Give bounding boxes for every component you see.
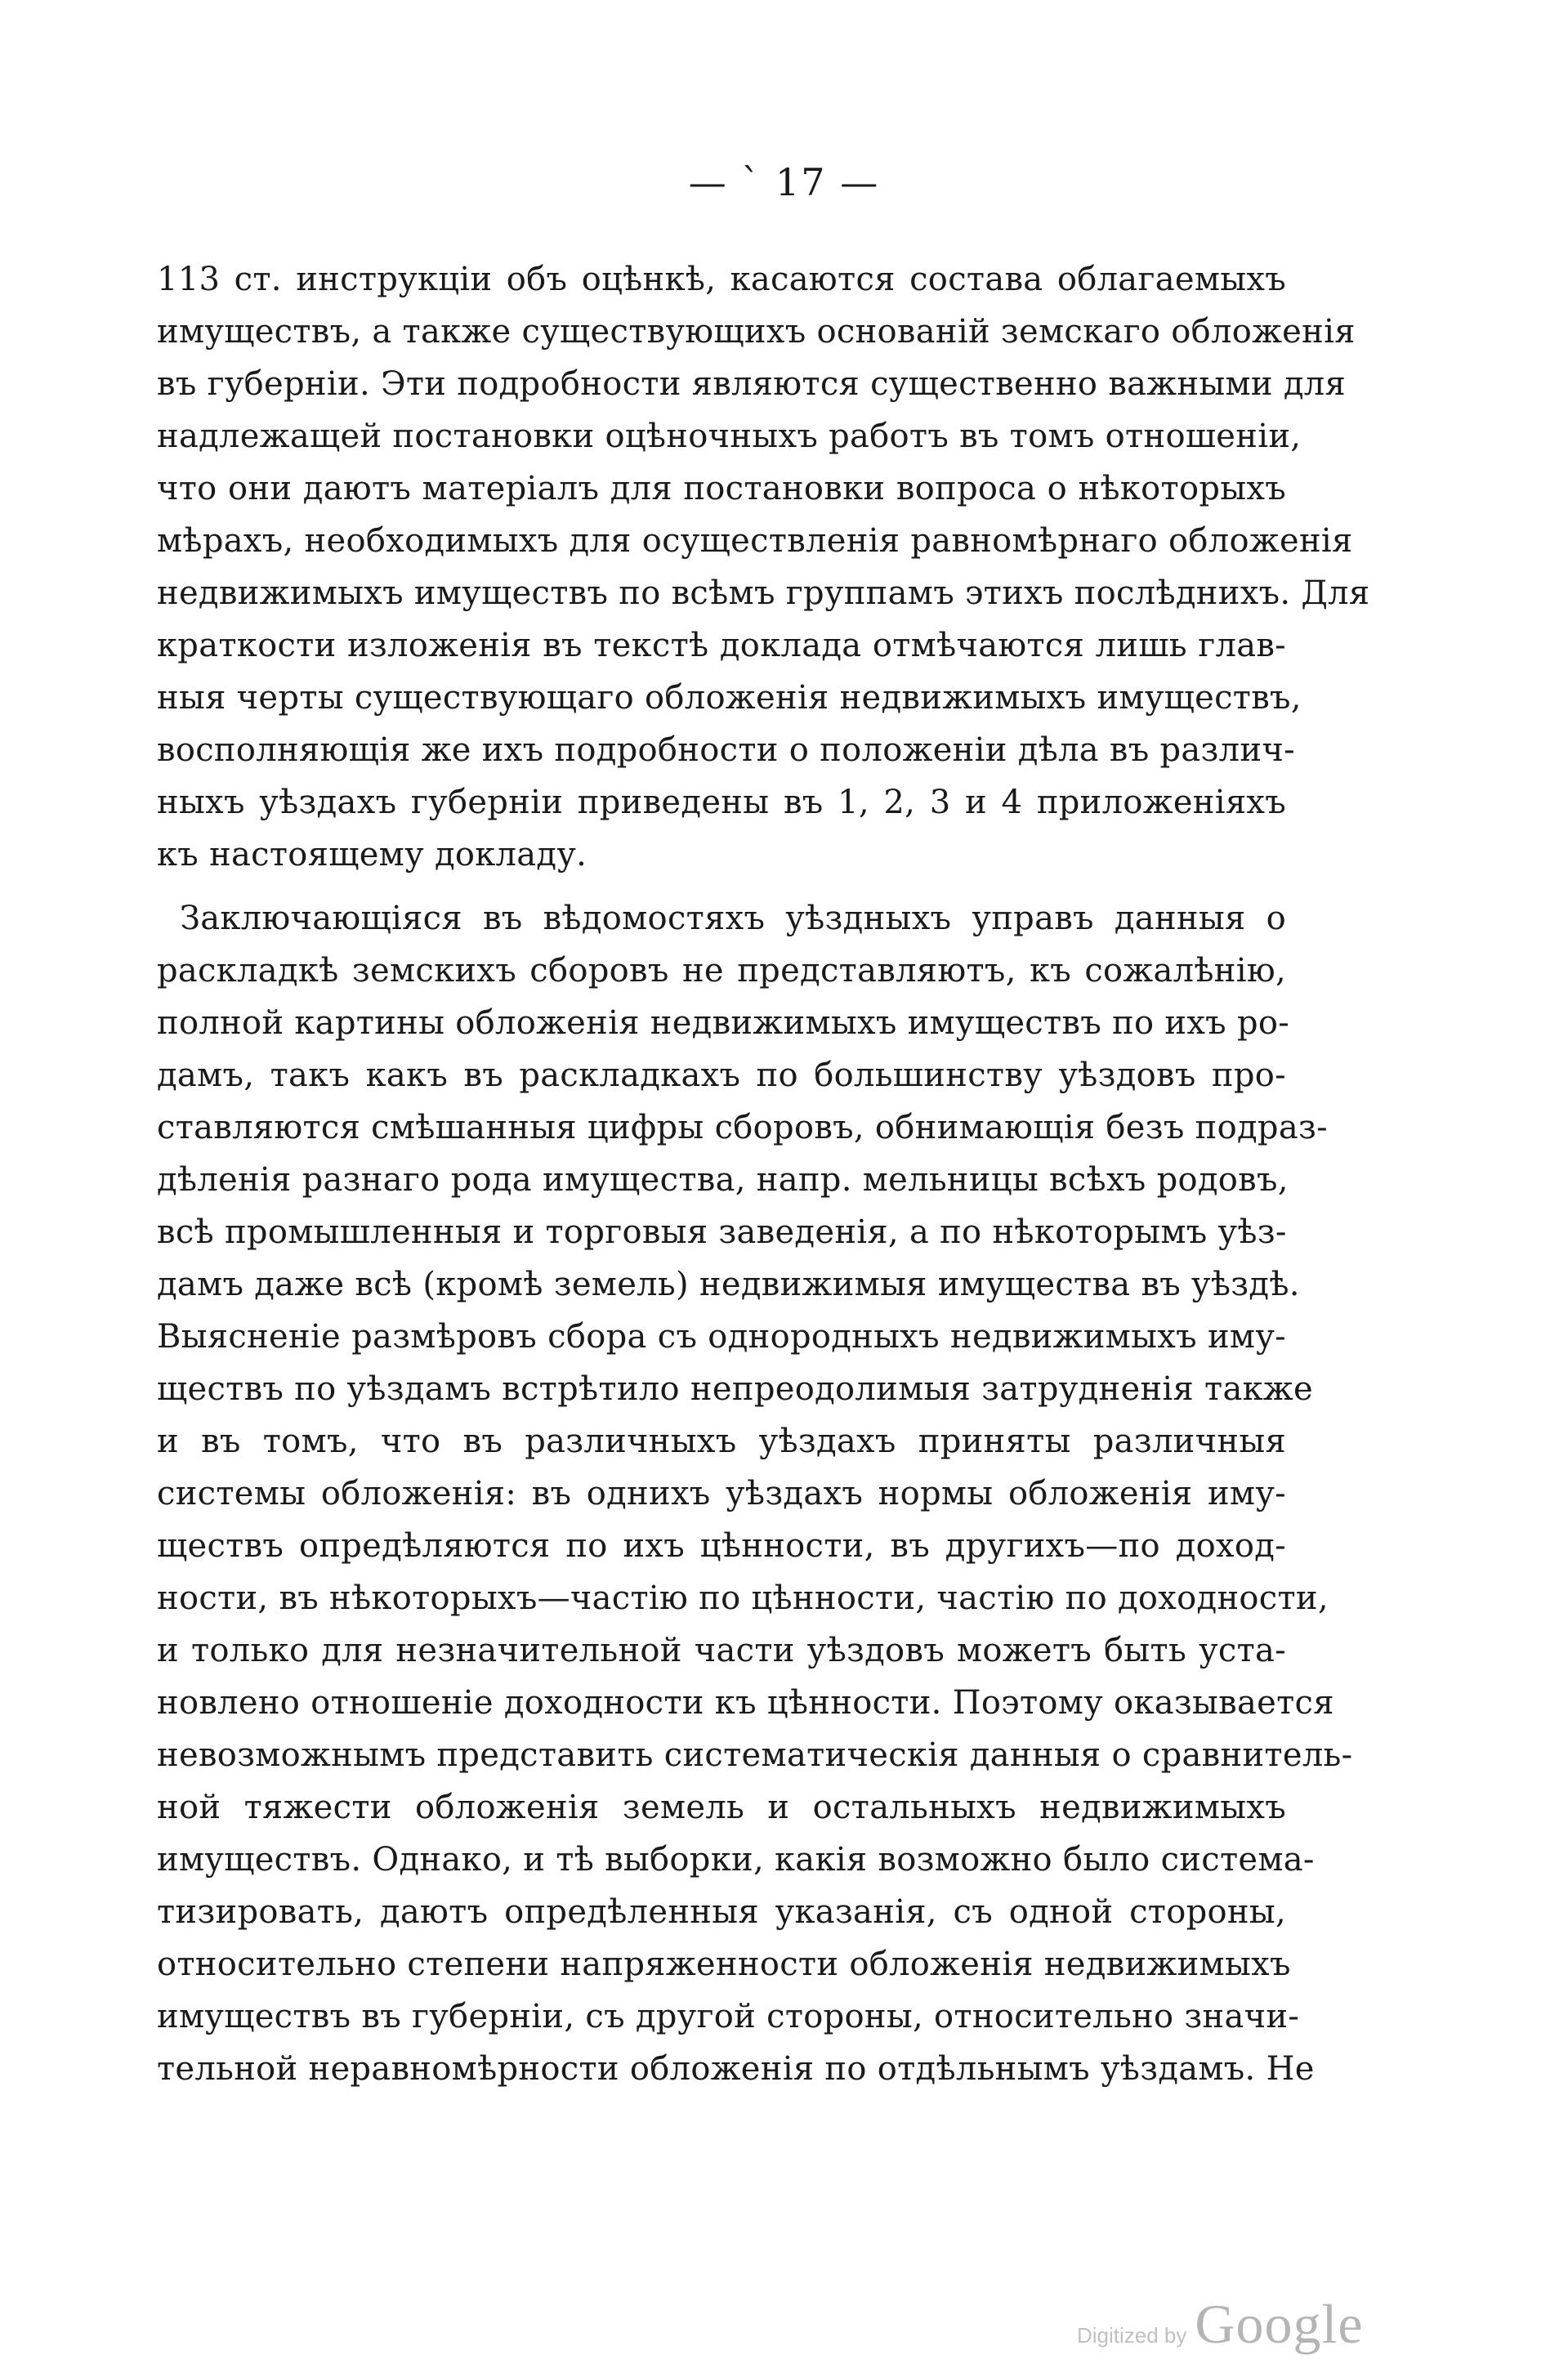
- watermark-prefix: Digitized by: [1077, 2323, 1187, 2348]
- text-line: надлежащей постановки оцѣночныхъ работъ въ томъ отношеніи,: [157, 418, 1302, 455]
- text-line: имуществъ въ губерніи, съ другой стороны, относительно значи-: [157, 1998, 1300, 2035]
- text-line: тизировать, даютъ опредѣленныя указанія, съ одной стороны,: [157, 1893, 1286, 1931]
- text-line: Выясненіе размѣровъ сбора съ однородныхъ недвижимыхъ иму-: [157, 1318, 1286, 1356]
- text-line: ной тяжести обложенія земель и остальныхъ недвижимыхъ: [157, 1789, 1286, 1826]
- text-line: относительно степени напряженности обложенія недвижимыхъ: [157, 1946, 1291, 1983]
- text-line: дамъ, такъ какъ въ раскладкахъ по большинству уѣздовъ про-: [157, 1057, 1286, 1094]
- text-line: мѣрахъ, необходимыхъ для осуществленія равномѣрнаго обложенія: [157, 522, 1353, 560]
- text-line: невозможнымъ представить систематическія данныя о сравнитель-: [157, 1736, 1353, 1774]
- text-line: восполняющія же ихъ подробности о положеніи дѣла въ различ-: [157, 731, 1295, 769]
- text-line: ществъ опредѣляются по ихъ цѣнности, въ другихъ—по доход-: [157, 1527, 1286, 1565]
- text-line: и въ томъ, что въ различныхъ уѣздахъ приняты различныя: [157, 1423, 1286, 1460]
- text-line: дѣленія разнаго рода имущества, напр. мельницы всѣхъ родовъ,: [157, 1161, 1289, 1199]
- text-line: всѣ промышленныя и торговыя заведенія, а по нѣкоторымъ уѣз-: [157, 1213, 1287, 1251]
- text-line: тельной неравномѣрности обложенія по отдѣльнымъ уѣздамъ. Не: [157, 2050, 1315, 2088]
- text-line: и только для незначительной части уѣздовъ можетъ быть уста-: [157, 1632, 1286, 1669]
- digitized-by-google-watermark: [1077, 2292, 1420, 2357]
- text-line: новлено отношеніе доходности къ цѣнности. Поэтому оказывается: [157, 1684, 1334, 1722]
- text-line: ставляются смѣшанныя цифры сборовъ, обнимающія безъ подраз-: [157, 1109, 1328, 1146]
- text-line: къ настоящему докладу.: [157, 836, 587, 873]
- text-line: ности, въ нѣкоторыхъ—частію по цѣнности, частію по доходности,: [157, 1579, 1329, 1617]
- text-line: дамъ даже всѣ (кромѣ земель) недвижимыя имущества въ уѣздѣ.: [157, 1266, 1300, 1303]
- text-line: Заключающіяся въ вѣдомостяхъ уѣздныхъ управъ данныя о: [180, 900, 1286, 937]
- text-line: въ губерніи. Эти подробности являются существенно важными для: [157, 365, 1347, 403]
- text-line: раскладкѣ земскихъ сборовъ не представляютъ, къ сожалѣнію,: [157, 952, 1286, 990]
- text-line: имуществъ, а также существующихъ основаній земскаго обложенія: [157, 313, 1356, 351]
- text-line: полной картины обложенія недвижимыхъ имуществъ по ихъ ро-: [157, 1004, 1290, 1042]
- page-number: — ` 17 —: [688, 160, 880, 204]
- text-line: 113 ст. инструкціи объ оцѣнкѣ, касаются состава облагаемыхъ: [157, 261, 1286, 298]
- text-line: ныя черты существующаго обложенія недвижимыхъ имуществъ,: [157, 679, 1302, 717]
- text-line: краткости изложенія въ текстѣ доклада отмѣчаются лишь глав-: [157, 627, 1286, 664]
- text-line: имуществъ. Однако, и тѣ выборки, какія возможно было система-: [157, 1841, 1315, 1879]
- text-line: ществъ по уѣздамъ встрѣтило непреодолимыя затрудненія также: [157, 1370, 1314, 1408]
- text-line: что они даютъ матеріалъ для постановки вопроса о нѣкоторыхъ: [157, 470, 1286, 507]
- text-line: ныхъ уѣздахъ губерніи приведены въ 1, 2, 3 и 4 приложеніяхъ: [157, 784, 1286, 821]
- text-line: недвижимыхъ имуществъ по всѣмъ группамъ этихъ послѣднихъ. Для: [157, 574, 1370, 612]
- text-line: системы обложенія: въ однихъ уѣздахъ нормы обложенія иму-: [157, 1475, 1286, 1512]
- google-logo: Google: [1195, 2293, 1364, 2355]
